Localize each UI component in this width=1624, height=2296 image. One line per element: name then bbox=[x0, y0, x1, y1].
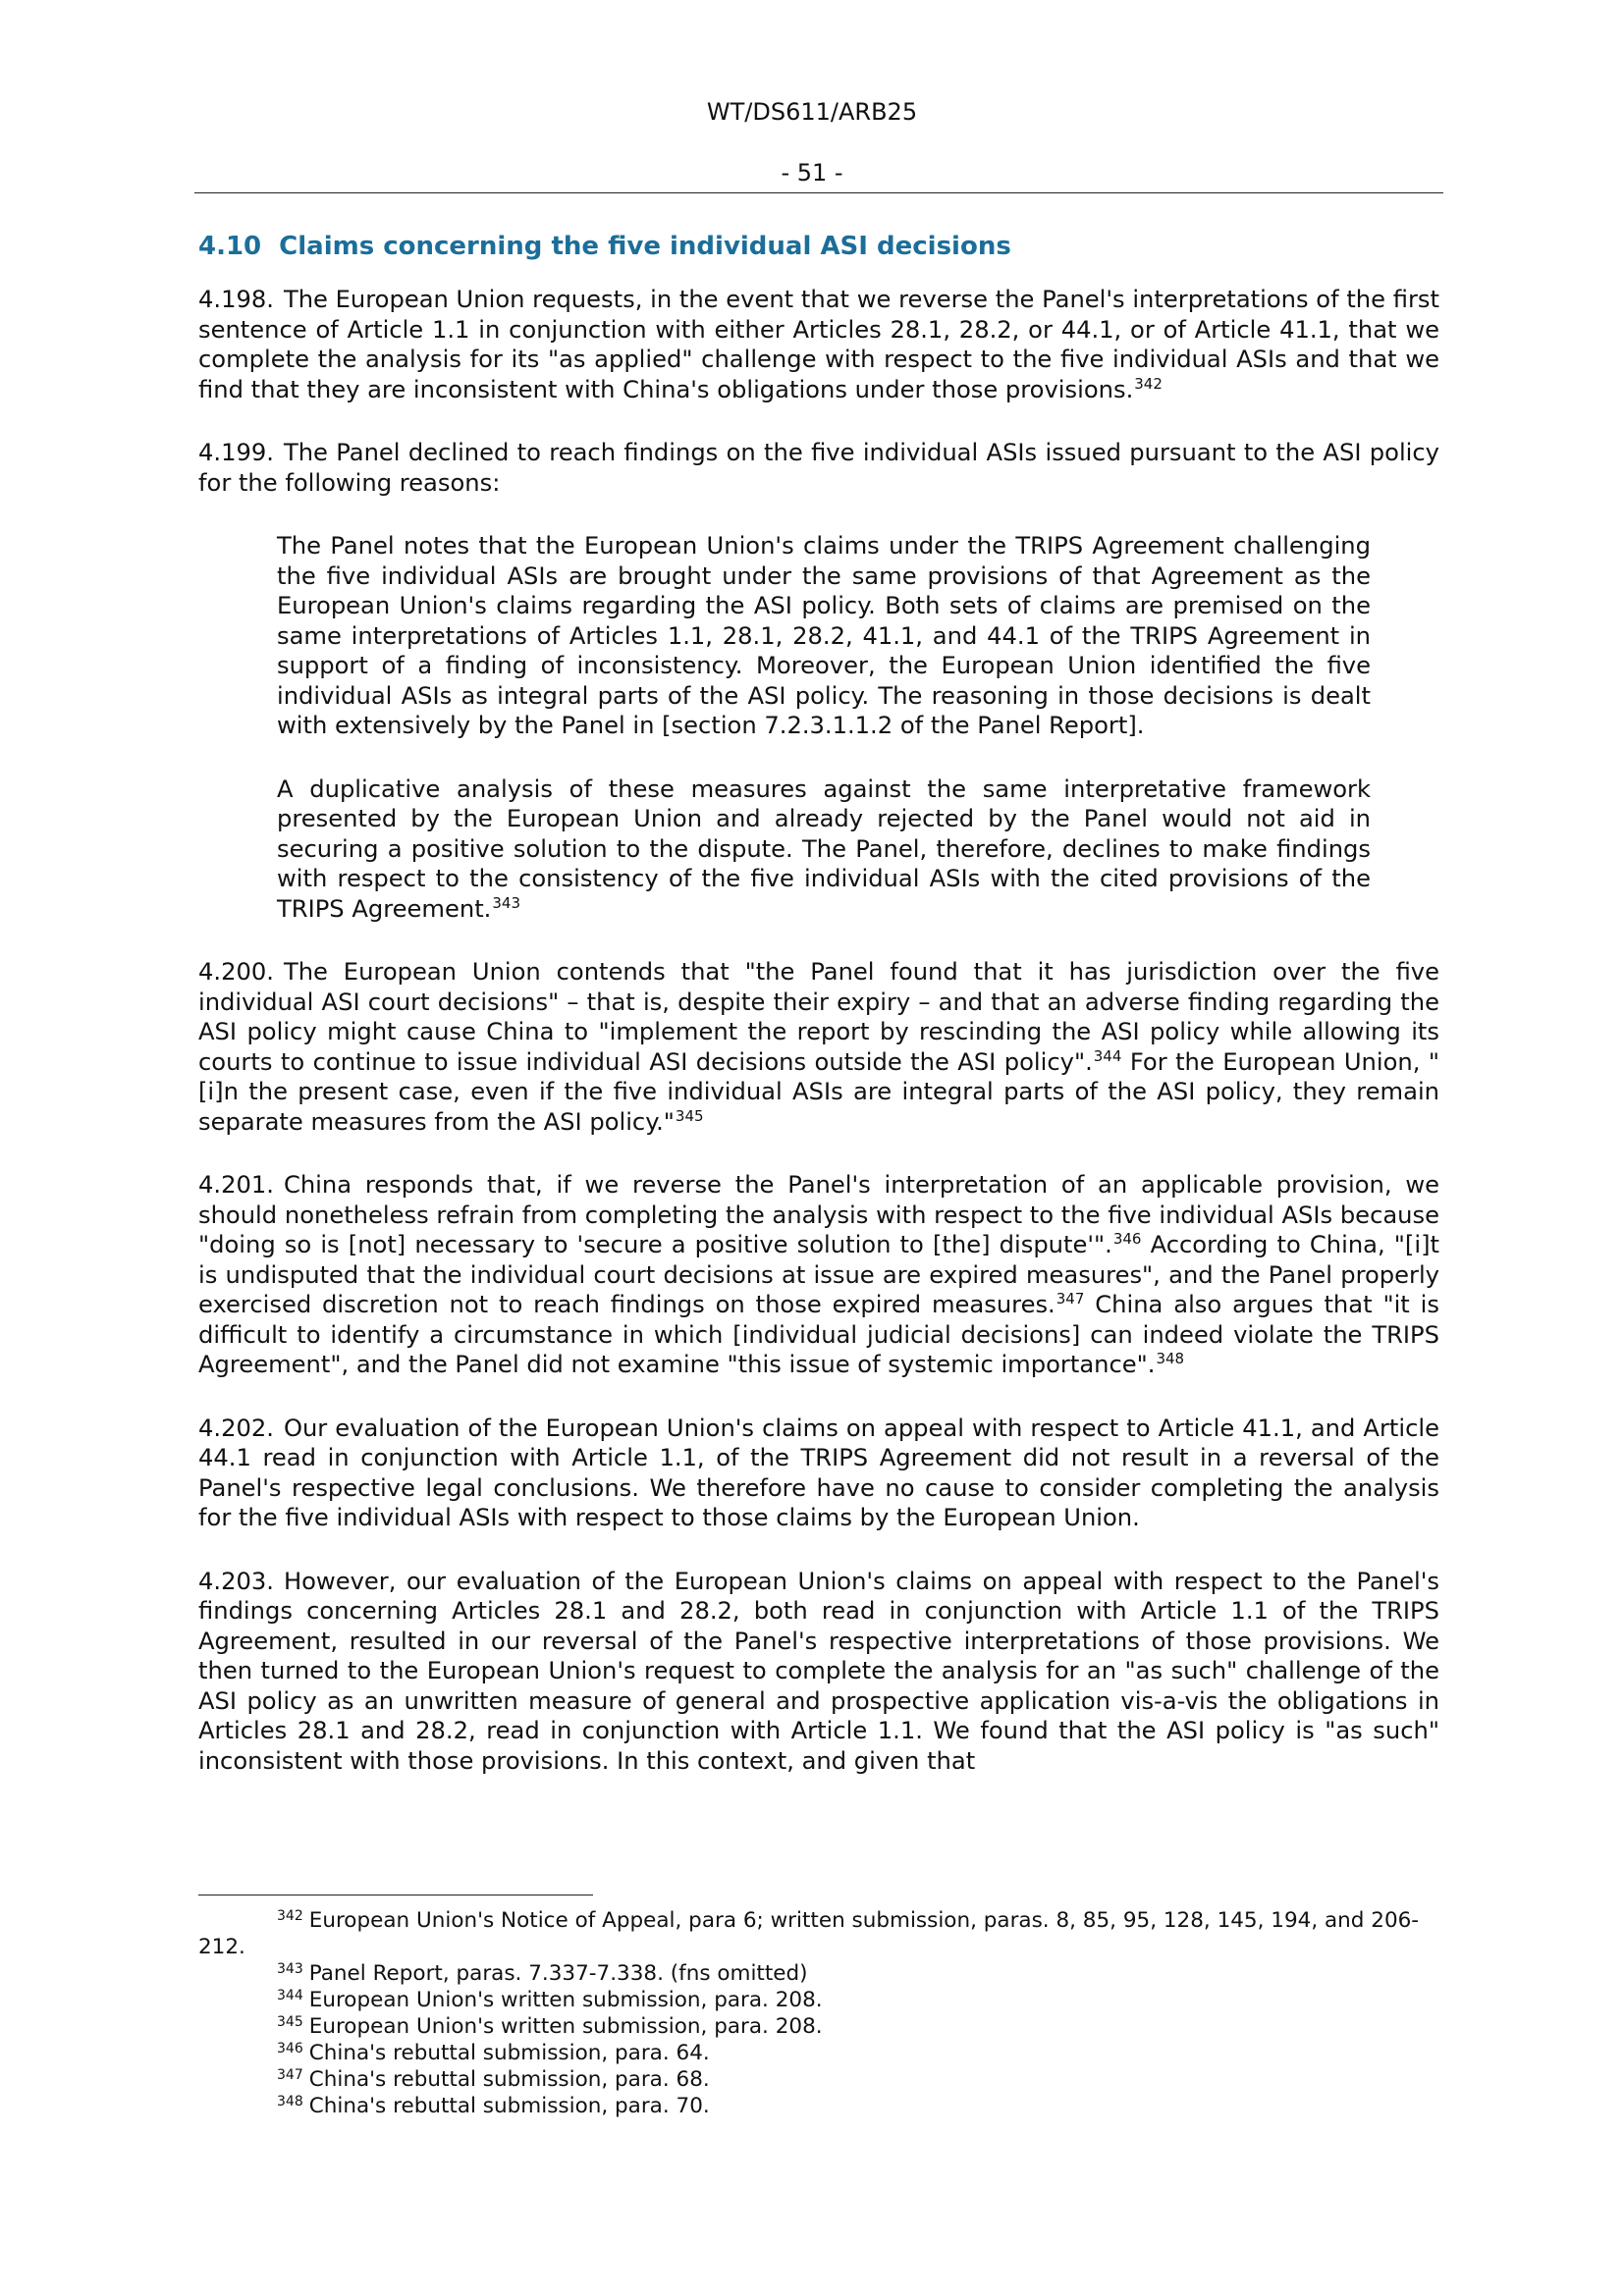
paragraph-4-200 bbox=[198, 957, 1439, 1137]
footnote-ref[interactable]: 346 bbox=[1112, 1230, 1142, 1248]
quote-paragraph-1: The Panel notes that the European Union's claims under the TRIPS Agreement challenging the five individual ASIs are brought under the same provisions of that Agreement as the European Union's claims regarding the ASI policy. Both sets of claims are premised on the same interpretations of Articles 1.1, 28.1, 28.2, 41.1, and 44.1 of the TRIPS Agreement in support of a finding of inconsistency. Moreover, the European Union identified the five individual ASIs as integral parts of the ASI policy. The reasoning in those decisions is dealt with extensively by the Panel in [section 7.2.3.1.1.2 of the Panel Report]. bbox=[277, 532, 1371, 739]
footnote-number: 344 bbox=[277, 1988, 303, 2003]
block-quote bbox=[277, 531, 1371, 924]
footnote-ref[interactable]: 345 bbox=[675, 1106, 704, 1125]
footnote-text: China's rebuttal submission, para. 64. bbox=[308, 2041, 710, 2065]
quote-text: A duplicative analysis of these measures against the same interpretative framework presented by the European Union and already rejected by the Panel would not aid in securing a positive solution to the dispute. The Panel, therefore, declines to make findings with respect to the consistency of the five individual ASIs with the cited provisions of the TRIPS Agreement. bbox=[277, 774, 1371, 923]
footnote-divider bbox=[198, 1895, 593, 1896]
paragraph-text: China responds that, if we reverse the Panel's interpretation of an applicable provision, we should nonetheless refrain from completing the analysis with respect to the five individual ASIs because "doing so is [not] necessary to 'secure a positive solution to [the] dispute'". bbox=[198, 1171, 1439, 1258]
paragraph-4-203 bbox=[198, 1567, 1439, 1777]
footnote-text: Panel Report, paras. 7.337-7.338. (fns omitted) bbox=[308, 1961, 808, 1986]
footnote-item bbox=[198, 1960, 1439, 1987]
footnote-text: China's rebuttal submission, para. 68. bbox=[308, 2067, 710, 2092]
paragraph-4-199 bbox=[198, 438, 1439, 498]
section-number: 4.10 bbox=[198, 232, 262, 261]
footnote-item bbox=[198, 2093, 1439, 2119]
footnote-number: 342 bbox=[277, 1908, 303, 1924]
paragraph-number: 4.203. bbox=[198, 1567, 274, 1595]
paragraph-number: 4.199. bbox=[198, 439, 274, 466]
paragraph-text: However, our evaluation of the European Union's claims on appeal with respect to the Panel's findings concerning Articles 28.1 and 28.2, both read in conjunction with Article 1.1 of the TRIPS Agreement, resulted in our reversal of the Panel's respective interpretations of those provisions. We then turned to the European Union's request to complete the analysis for an "as such" challenge of the ASI policy as an unwritten measure of general and prospective application vis-a-vis the obligations in Articles 28.1 and 28.2, read in conjunction with Article 1.1. We found that the ASI policy is "as such" inconsistent with those provisions. In this context, and given that bbox=[198, 1567, 1439, 1775]
section-title: Claims concerning the five individual ASI decisions bbox=[279, 232, 1011, 261]
paragraph-text: The Panel declined to reach findings on the five individual ASIs issued pursuant to the ASI policy for the following reasons: bbox=[198, 439, 1439, 497]
paragraph-4-198 bbox=[198, 285, 1439, 404]
footnote-ref[interactable]: 348 bbox=[1156, 1350, 1185, 1367]
footnote-text: China's rebuttal submission, para. 70. bbox=[308, 2094, 710, 2118]
paragraph-text: The European Union contends that "the Panel found that it has jurisdiction over the five individual ASI court decisions" – that is, despite their expiry – and that an adverse finding regarding the ASI policy might cause China to "implement the report by rescinding the ASI policy while allowing its courts to continue to issue individual ASI decisions outside the ASI policy". bbox=[198, 958, 1439, 1076]
paragraph-4-201 bbox=[198, 1170, 1439, 1380]
document-symbol: WT/DS611/ARB25 bbox=[706, 98, 918, 126]
footnote-number: 348 bbox=[277, 2094, 303, 2109]
footnote-ref[interactable]: 344 bbox=[1093, 1046, 1122, 1065]
paragraph-text: Our evaluation of the European Union's claims on appeal with respect to Article 41.1, and Article 44.1 read in conjunction with Article 1.1, of the TRIPS Agreement did not result in a reversal of the Panel's respective legal conclusions. We therefore have no cause to consider completing the analysis for the five individual ASIs with respect to those claims by the European Union. bbox=[198, 1414, 1439, 1531]
footnote-ref[interactable]: 342 bbox=[1134, 374, 1163, 393]
footnote-item bbox=[198, 1987, 1439, 2013]
paragraph-text: According to China, "[i]t is undisputed that the individual court decisions at issue are expired measures", and the Panel properly exercised discretion not to reach findings on those expired measures. bbox=[198, 1231, 1439, 1318]
paragraph-number: 4.200. bbox=[198, 958, 274, 986]
paragraph-number: 4.201. bbox=[198, 1171, 274, 1199]
footnote-item bbox=[198, 2066, 1439, 2093]
body-content bbox=[198, 232, 1439, 1809]
quote-paragraph-2 bbox=[277, 774, 1371, 925]
page-number: - 51 - bbox=[781, 159, 843, 187]
footnotes bbox=[198, 1907, 1439, 2119]
paragraph-4-202 bbox=[198, 1414, 1439, 1533]
header-divider bbox=[194, 192, 1443, 193]
footnote-ref[interactable]: 343 bbox=[492, 893, 521, 912]
footnote-item bbox=[198, 2013, 1439, 2040]
footnote-number: 347 bbox=[277, 2067, 303, 2083]
paragraph-text: China also argues that "it is difficult to identify a circumstance in which [individual judicial decisions] can indeed violate the TRIPS Agreement", and the Panel did not examine "this issue of systemic importance". bbox=[198, 1291, 1439, 1378]
footnote-number: 345 bbox=[277, 2014, 303, 2030]
footnote-number: 343 bbox=[277, 1961, 303, 1977]
paragraph-number: 4.198. bbox=[198, 286, 274, 313]
paragraph-text: The European Union requests, in the event that we reverse the Panel's interpretations of the first sentence of Article 1.1 in conjunction with either Articles 28.1, 28.2, or 44.1, or of Article 41.1, that we complete the analysis for its "as applied" challenge with respect to the five individual ASIs and that we find that they are inconsistent with China's obligations under those provisions. bbox=[198, 286, 1439, 403]
footnote-number: 346 bbox=[277, 2041, 303, 2056]
footnote-item bbox=[198, 2040, 1439, 2066]
footnote-text: European Union's written submission, para. 208. bbox=[308, 2014, 823, 2039]
footnote-item bbox=[198, 1907, 1439, 1960]
paragraph-text: For the European Union, "[i]n the present case, even if the five individual ASIs are integral parts of the ASI policy, they remain separate measures from the ASI policy." bbox=[198, 1047, 1439, 1136]
footnote-text: European Union's written submission, para. 208. bbox=[308, 1988, 823, 2012]
footnote-text: European Union's Notice of Appeal, para 6; written submission, paras. 8, 85, 95, 128, 145, 194, and 206-212. bbox=[198, 1908, 1420, 1959]
footnote-ref[interactable]: 347 bbox=[1056, 1290, 1085, 1308]
section-heading bbox=[198, 232, 1439, 261]
paragraph-number: 4.202. bbox=[198, 1414, 274, 1442]
